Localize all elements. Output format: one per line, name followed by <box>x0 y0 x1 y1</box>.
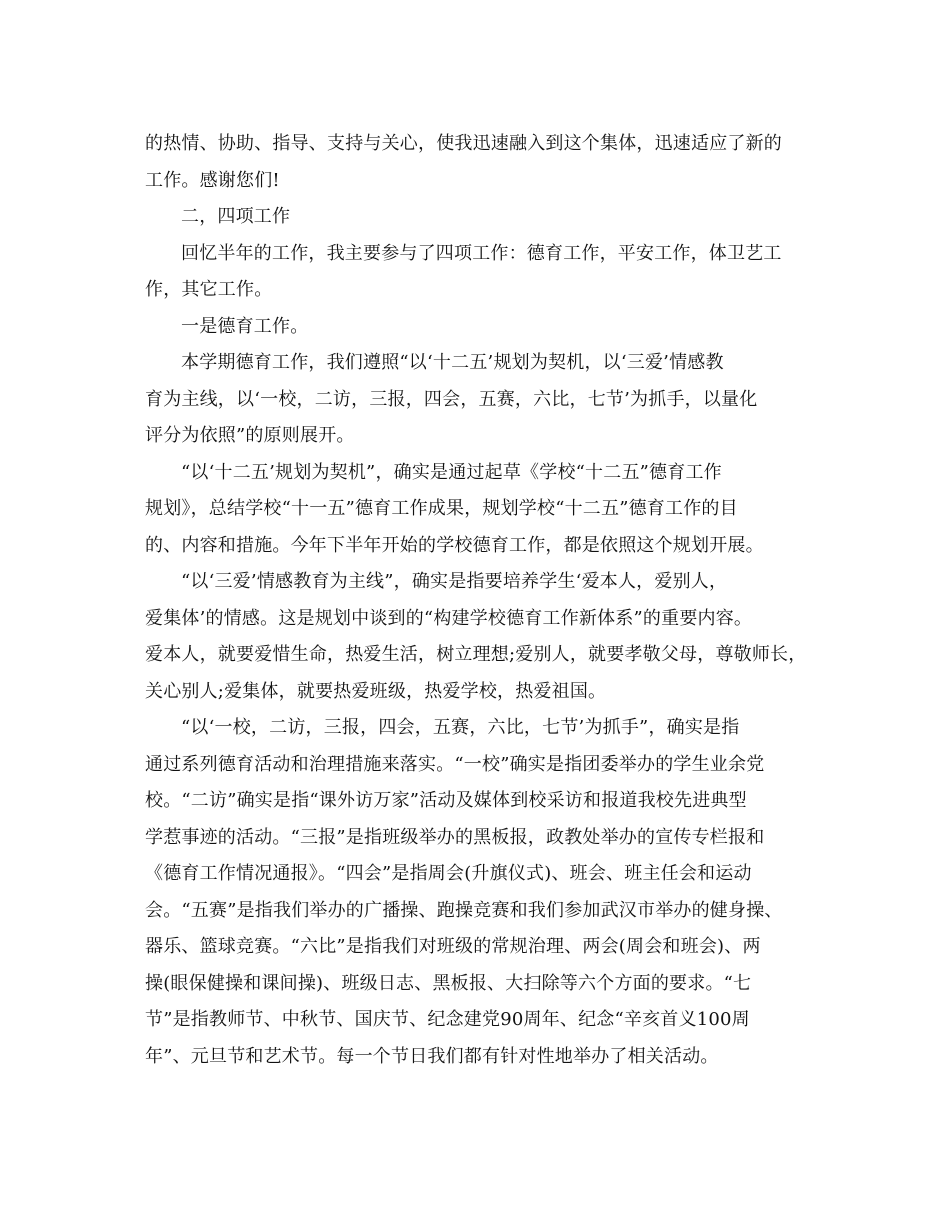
text-line: 年”、元旦节和艺术节。每一个节日我们都有针对性地举办了相关活动。 <box>145 1045 719 1067</box>
text-line: 回忆半年的工作，我主要参与了四项工作：德育工作，平安工作，体卫艺工 <box>181 242 782 264</box>
document-body <box>145 126 815 1075</box>
text-line: “以‘一校，二访，三报，四会，五赛，六比，七节’为抓手”，确实是指 <box>181 717 740 738</box>
text-line: “以‘三爱’情感教育为主线”，确实是指要培养学生‘爱本人，爱别人， <box>181 571 728 592</box>
text-line: 节”是指教师节、中秋节、国庆节、纪念建党90周年、纪念“辛亥首义100周 <box>145 1009 750 1030</box>
text-line: “以‘十二五’规划为契机”，确实是通过起草《学校“十二五”德育工作 <box>181 461 722 483</box>
text-line: 的、内容和措施。今年下半年开始的学校德育工作，都是依照这个规划开展。 <box>145 534 764 556</box>
text-line: 器乐、篮球竞赛。“六比”是指我们对班级的常规治理、两会(周会和班会)、两 <box>145 936 761 957</box>
text-line: 学惹事迹的活动。“三报”是指班级举办的黑板报，政教处举办的宣传专栏报和 <box>145 826 765 848</box>
text-line: 会。“五赛”是指我们举办的广播操、跑操竞赛和我们参加武汉市举办的健身操、 <box>145 899 783 921</box>
text-line: 二，四项工作 <box>181 206 291 227</box>
text-line: 爱集体’的情感。这是规划中谈到的“构建学校德育工作新体系”的重要内容。 <box>145 607 753 629</box>
text-line: 本学期德育工作，我们遵照“以‘十二五’规划为契机，以‘三爱’情感教 <box>181 352 724 373</box>
text-line: 关心别人;爱集体，就要热爱班级，热爱学校，热爱祖国。 <box>145 680 607 702</box>
text-line: 操(眼保健操和课间操)、班级日志、黑板报、大扫除等六个方面的要求。“七 <box>145 972 752 994</box>
text-line: 规划》，总结学校“十一五”德育工作成果，规划学校“十二五”德育工作的目 <box>145 498 738 519</box>
text-line: 育为主线，以‘一校，二访，三报，四会，五赛，六比，七节’为抓手，以量化 <box>145 388 758 410</box>
text-line: 爱本人，就要爱惜生命，热爱生活，树立理想;爱别人，就要孝敬父母，尊敬师长， <box>145 644 807 665</box>
text-line: 通过系列德育活动和治理措施来落实。“一校”确实是指团委举办的学生业余党 <box>145 753 765 775</box>
text-line: 工作。感谢您们! <box>145 169 280 191</box>
text-line: 的热情、协助、指导、支持与关心，使我迅速融入到这个集体，迅速适应了新的 <box>145 133 782 154</box>
text-line: 一是德育工作。 <box>181 315 309 337</box>
text-line: 校。“二访”确实是指“课外访万家”活动及媒体到校采访和报道我校先进典型 <box>145 790 747 811</box>
text-line: 《德育工作情况通报》。“四会”是指周会(升旗仪式)、班会、班主任会和运动 <box>145 863 752 884</box>
text-line: 评分为依照”的原则展开。 <box>145 425 355 446</box>
text-line: 作，其它工作。 <box>145 279 273 300</box>
